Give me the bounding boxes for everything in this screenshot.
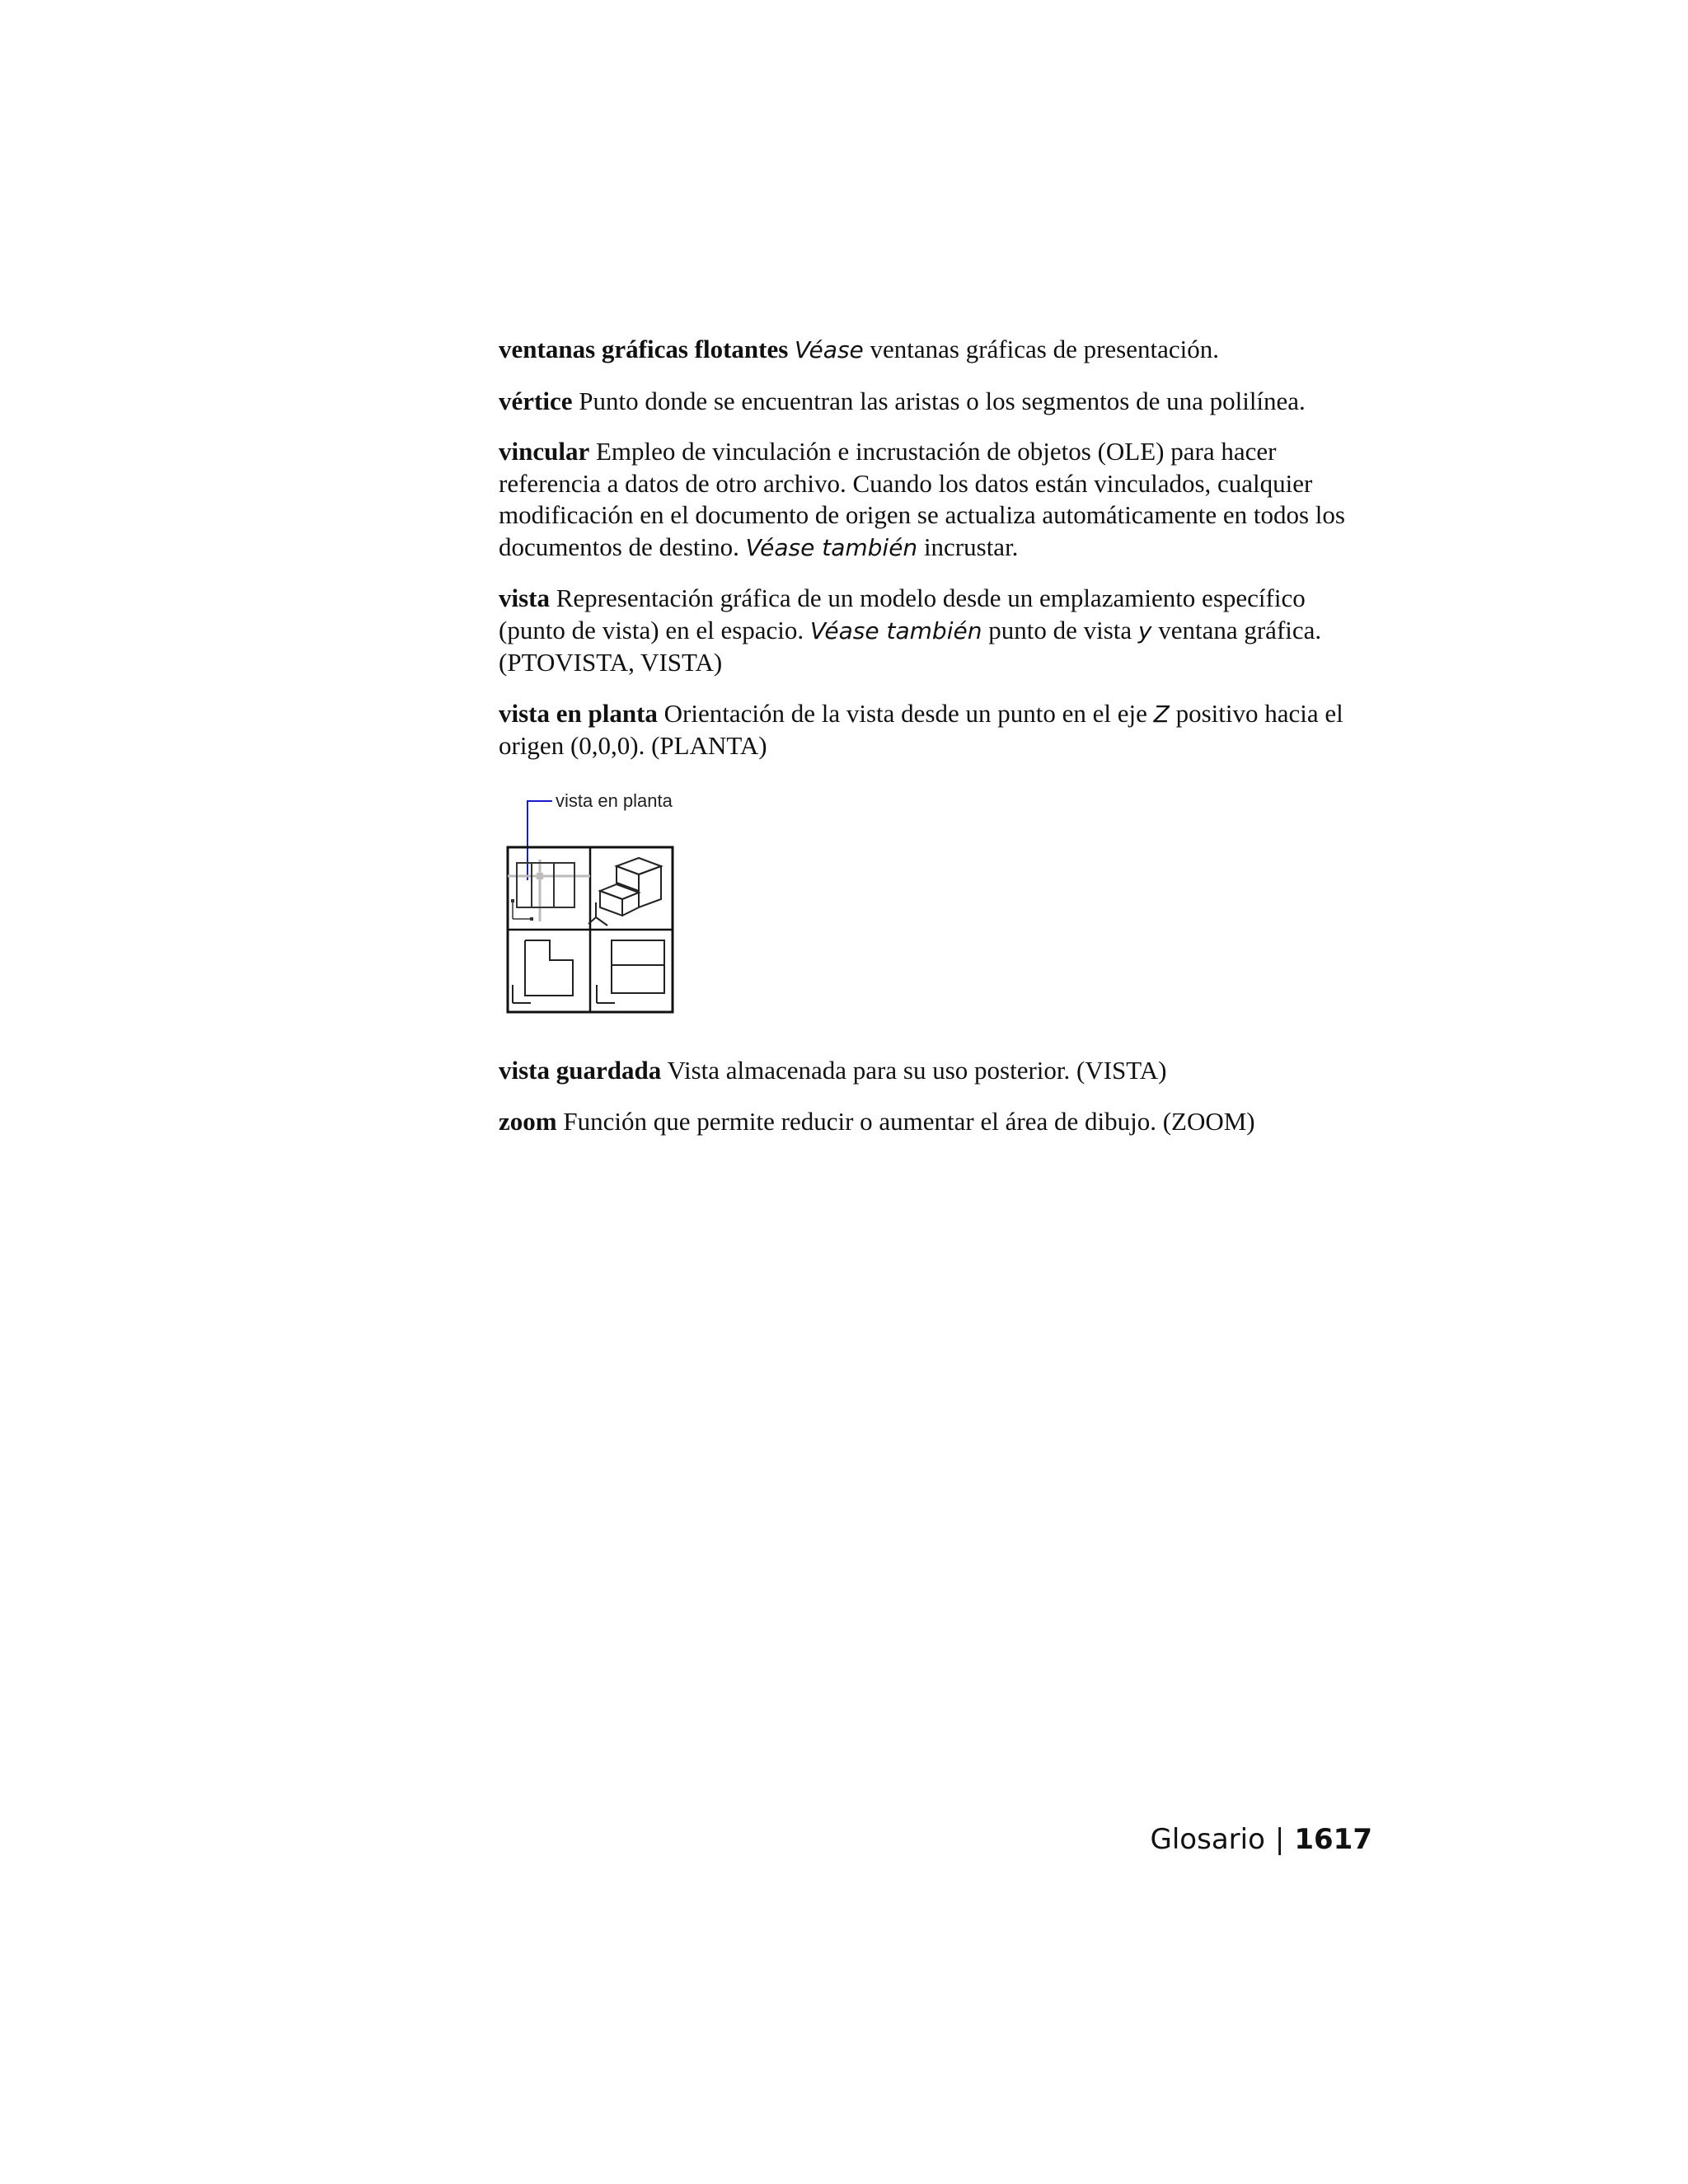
entry-text: Orientación de la vista desde un punto en el eje — [663, 698, 1147, 728]
page-footer — [1151, 1823, 1372, 1856]
entry-term: vértice — [499, 386, 573, 415]
footer-section: Glosario — [1150, 1823, 1265, 1856]
entry-text: positivo hacia el origen (0,0,0). (PLANTA) — [499, 698, 1343, 760]
entry-ventanas-graficas-flotantes — [499, 334, 1372, 367]
entry-term: vincular — [499, 437, 590, 466]
viewport-lshape-bottom-left — [513, 940, 573, 1003]
entry-term: ventanas gráficas flotantes — [499, 335, 789, 363]
entry-vertice — [499, 386, 1372, 418]
entry-vista-en-planta — [499, 698, 1372, 762]
see-conjunction: y — [1137, 616, 1152, 644]
viewport-iso-top-right — [588, 858, 661, 926]
glossary-entries — [499, 334, 1372, 781]
viewport-diagram — [503, 787, 701, 1018]
entry-text: Representación gráfica de un modelo desde un emplazamiento específico (punto de vista) en el espacio. — [499, 583, 1306, 644]
entry-vincular — [499, 436, 1372, 564]
page-number: 1617 — [1294, 1823, 1372, 1856]
glossary-entries-continued — [499, 1055, 1372, 1156]
entry-text: Función que permite reducir o aumentar el área de dibujo. (ZOOM) — [563, 1106, 1255, 1136]
entry-text: ventanas gráficas de presentación. — [870, 335, 1219, 363]
entry-text: Vista almacenada para su uso posterior. (VISTA) — [667, 1056, 1167, 1085]
entry-term: vista guardada — [499, 1056, 662, 1085]
see-label: Véase también — [745, 533, 918, 561]
entry-zoom — [499, 1106, 1372, 1138]
see-target: ventana gráfica. — [1158, 615, 1322, 644]
footer-separator: | — [1274, 1823, 1285, 1856]
entry-vista-guardada — [499, 1055, 1372, 1087]
viewport-elevation-bottom-right — [597, 940, 664, 1003]
axis-label: Z — [1153, 700, 1170, 728]
see-label: Véase — [795, 336, 864, 363]
entry-term: vista — [499, 583, 550, 612]
see-label: Véase también — [809, 616, 982, 644]
entry-term: vista en planta — [499, 698, 658, 728]
entry-text: Punto donde se encuentran las aristas o los segmentos de una polilínea. — [579, 386, 1306, 415]
viewport-plan-top-left — [508, 860, 590, 921]
see-target: incrustar. — [923, 532, 1019, 561]
plan-view-figure — [503, 787, 701, 1018]
entry-text: Empleo de vinculación e incrustación de objetos (OLE) para hacer referencia a datos de otro archivo. Cuando los datos están vinculados, cualquier modificación en el documento de origen se actualiza automáticamente en todos los documentos de destino. — [499, 437, 1345, 561]
entry-term: zoom — [499, 1106, 557, 1136]
callout-label: vista en planta — [556, 790, 673, 811]
entry-commands: (PTOVISTA, VISTA) — [499, 648, 723, 677]
see-target: punto de vista — [988, 615, 1132, 644]
entry-vista — [499, 583, 1372, 679]
